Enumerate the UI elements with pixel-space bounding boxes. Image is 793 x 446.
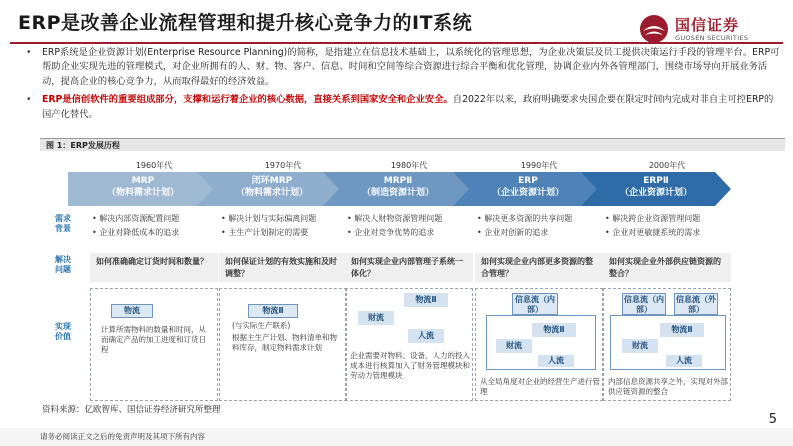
era-name: ERPⅡ xyxy=(643,176,669,186)
impl-panel-erp2 xyxy=(603,288,731,401)
impl-panel-mrp xyxy=(90,288,218,401)
need-list xyxy=(221,212,349,240)
impl-text: 内部信息资源共享之外，实现对外部供应链资源的整合 xyxy=(608,377,728,396)
need-text: 企业对降低成本的追求 xyxy=(99,228,180,237)
bullet-dot-icon: • xyxy=(26,47,32,58)
need-list xyxy=(92,212,220,240)
flow-box-logistics-2: 物流Ⅱ xyxy=(248,304,298,318)
flow-box-logistics-2: 物流Ⅱ xyxy=(660,323,704,337)
flow-box-finance: 财流 xyxy=(622,339,658,353)
need-list xyxy=(347,212,475,240)
era-arrow xyxy=(581,172,731,206)
impl-note: (与实际生产联系) xyxy=(232,321,291,330)
bullet-dot-icon: • xyxy=(477,228,485,237)
era-year: 1990年代 xyxy=(520,161,558,170)
impl-text: 企业需要对物料、设备、人力的投入成本进行核算加入了财务管理模块和劳动力管理模块 xyxy=(350,351,470,380)
page-number: 5 xyxy=(768,412,777,427)
era-subtitle: （企业资源计划） xyxy=(491,188,564,198)
page-title: ERP是改善企业流程管理和提升核心竞争力的IT系统 xyxy=(18,12,473,34)
need-text: 企业对创新的追求 xyxy=(484,228,549,237)
need-text: 解决跨企业资源管理问题 xyxy=(612,214,701,223)
era-arrow xyxy=(323,172,473,206)
row-label-solve: 解决问题 xyxy=(55,255,71,274)
need-item xyxy=(92,226,220,240)
solve-question: 如何实现企业内部管理子系统一体化？ xyxy=(345,253,473,282)
flow-box-finance: 财流 xyxy=(496,339,532,353)
flow-box-info-internal: 信息流（内部） xyxy=(512,293,558,315)
era-year: 1970年代 xyxy=(264,161,302,170)
row-label-impl: 实现价值 xyxy=(55,322,71,341)
need-text: 解决更多资源的共享问题 xyxy=(484,214,573,223)
era-name: MRPⅡ xyxy=(383,176,413,186)
disclaimer-footer: 请务必阅读正文之后的免责声明及其项下所有内容 xyxy=(0,428,793,446)
company-logo xyxy=(639,12,779,50)
impl-panel-mrp2 xyxy=(345,288,473,401)
need-item xyxy=(347,212,475,226)
bullet-dot-icon: • xyxy=(605,228,613,237)
bullet-dot-icon: • xyxy=(92,214,100,223)
bullet-dot-icon: • xyxy=(605,214,613,223)
flow-box-logistics: 物流 xyxy=(111,304,153,318)
need-text: 主生产计划制定的需要 xyxy=(228,228,309,237)
need-item xyxy=(347,226,475,240)
impl-text: 从全局角度对企业的经营生产进行管理 xyxy=(480,377,600,396)
era-subtitle: （制造资源计划） xyxy=(361,188,434,198)
flow-box-logistics-2: 物流Ⅱ xyxy=(532,323,576,337)
bullet-dot-icon: • xyxy=(26,94,32,106)
bullet-text: 自2022年以来，政府明确要求央国企要在限定时间内完成对非自主可控ERP的国产化替代。 xyxy=(42,94,774,120)
era-name: 闭环MRP xyxy=(251,176,293,186)
flow-box-info-internal: 信息流（内部） xyxy=(624,295,664,314)
need-text: 解决计划与实际偏离问题 xyxy=(228,214,317,223)
bullet-dot-icon: • xyxy=(221,214,229,223)
source-note: 资料来源：亿欧智库、国信证券经济研究所整理 xyxy=(42,405,221,415)
era-year: 1960年代 xyxy=(135,161,173,170)
need-text: 解决内部资源配置问题 xyxy=(99,214,180,223)
era-subtitle: （企业资源计划） xyxy=(619,188,692,198)
guosen-logo-icon xyxy=(639,14,669,44)
intro-bullets xyxy=(24,46,780,126)
flow-box-finance: 财流 xyxy=(358,311,394,325)
era-subtitle: （物料需求计划） xyxy=(235,188,308,198)
need-item xyxy=(92,212,220,226)
era-year: 1980年代 xyxy=(390,161,428,170)
need-item xyxy=(221,212,349,226)
logo-name-en: GUOSEN SECURITIES xyxy=(675,34,749,42)
bullet-item xyxy=(24,46,780,89)
need-item xyxy=(605,226,733,240)
need-item xyxy=(477,226,605,240)
impl-panel-closed-mrp xyxy=(219,288,347,401)
figure-title: 图 1：ERP发展历程 xyxy=(40,138,785,151)
impl-text: 根据主生产计划、物料清单和物料库存，制定物料需求计划 xyxy=(232,333,337,352)
flow-box-people: 人流 xyxy=(666,355,702,367)
bullet-dot-icon: • xyxy=(347,228,355,237)
solve-question: 如何保证计划的有效实施和及时调整？ xyxy=(219,253,347,282)
bullet-item xyxy=(24,93,780,122)
bullet-highlight: ERP是信创软件的重要组成部分，支撑和运行着企业的核心数据，直接关系到国家安全和企业安全。 xyxy=(42,94,453,106)
need-text: 企业对更敏捷系统的需求 xyxy=(612,228,701,237)
bullet-dot-icon: • xyxy=(477,214,485,223)
flow-box-info-external: 信息流（外部） xyxy=(676,295,716,314)
need-text: 企业对竞争优势的追求 xyxy=(354,228,435,237)
need-list xyxy=(605,212,733,240)
bullet-text: ERP系统是企业资源计划(Enterprise Resource Planning)的简称，是指建立在信息技术基础上，以系统化的管理思想，为企业决策层及员工提供决策运行手段的管理平台。ERP可帮助企业实现先进的管理模式，对企业所拥有的人、财、物、客户、信息、时间和空间等综合资源进行综合平衡和优化管理，协调企业内外各管理部门，围绕市场导向开展业务活动，提高企业的核心竞争力，从而取得最好的经济效益。 xyxy=(42,47,780,87)
era-label xyxy=(581,175,731,199)
flow-box-people: 人流 xyxy=(538,355,574,367)
need-item xyxy=(605,212,733,226)
era-subtitle: （物料需求计划） xyxy=(106,188,179,198)
flow-box-logistics-2: 物流Ⅱ xyxy=(404,293,448,307)
need-list xyxy=(477,212,605,240)
solve-question: 如何实现企业内部更多资源的整合管理？ xyxy=(475,253,603,282)
row-label-need: 需求背景 xyxy=(55,214,71,233)
era-arrow xyxy=(68,172,218,206)
need-item xyxy=(477,212,605,226)
era-label xyxy=(323,175,473,199)
era-year: 2000年代 xyxy=(648,161,686,170)
solve-question: 如何准确确定订货时间和数量？ xyxy=(90,253,218,282)
era-label xyxy=(68,175,218,199)
era-name: MRP xyxy=(131,176,155,186)
bullet-dot-icon: • xyxy=(221,228,229,237)
era-name: ERP xyxy=(518,176,538,186)
flow-box-people: 人流 xyxy=(408,329,444,343)
bullet-dot-icon: • xyxy=(92,228,100,237)
impl-text: 计算所需物料的数量和时间，从而确定产品的加工进度和订货日程 xyxy=(101,325,206,354)
impl-panel-erp xyxy=(475,288,603,401)
need-item xyxy=(221,226,349,240)
solve-question: 如何实现企业外部供应链资源的整合？ xyxy=(603,253,731,282)
bullet-dot-icon: • xyxy=(347,214,355,223)
need-text: 解决人财物资源管理问题 xyxy=(354,214,443,223)
title-divider xyxy=(10,42,783,44)
logo-name-cn: 国信证券 xyxy=(675,16,740,34)
